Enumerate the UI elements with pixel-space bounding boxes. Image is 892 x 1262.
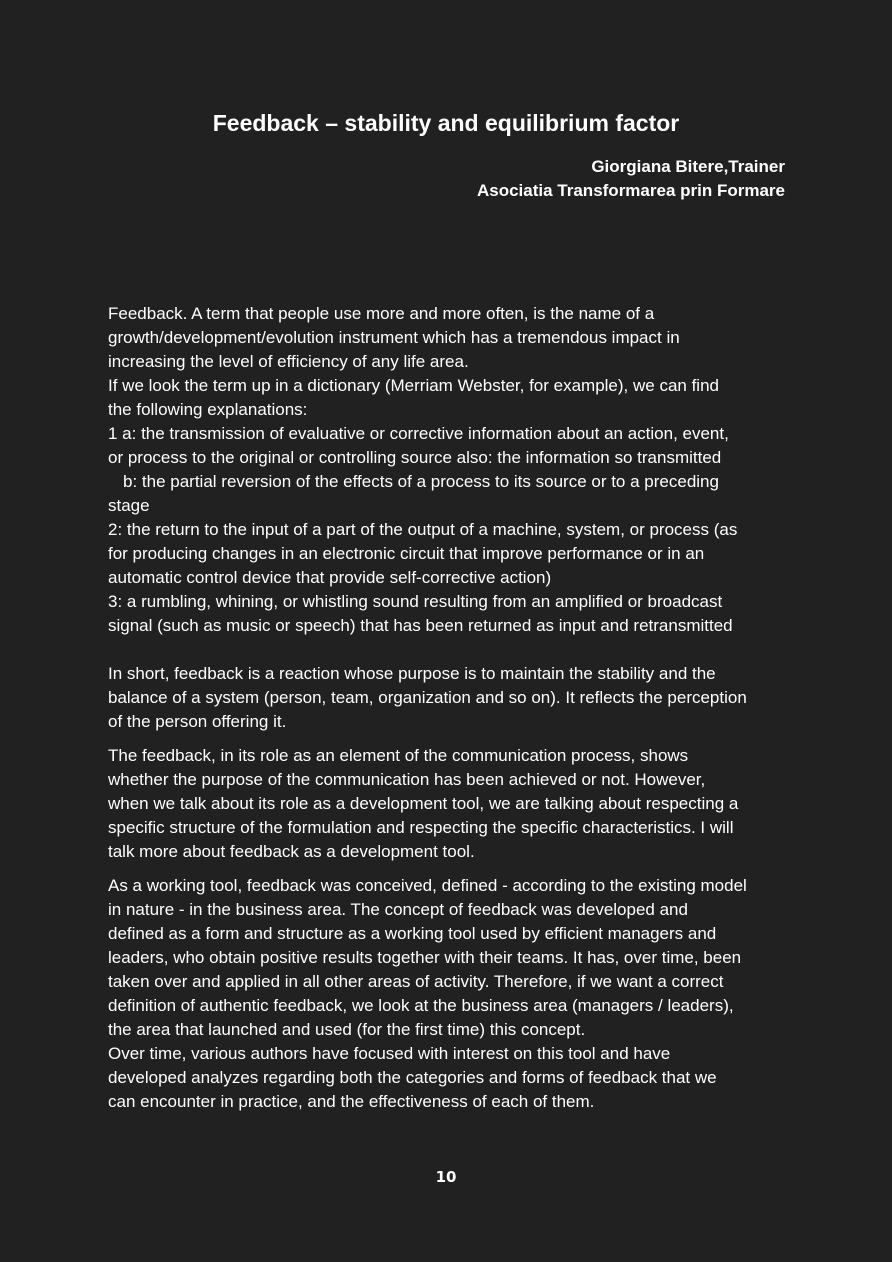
text-line: specific structure of the formulation and respecting the specific characteristics. I will bbox=[108, 818, 734, 837]
text-line: talk more about feedback as a development tool. bbox=[108, 842, 475, 861]
text-line: when we talk about its role as a development tool, we are talking about respecting a bbox=[108, 794, 739, 813]
text-line: In short, feedback is a reaction whose purpose is to maintain the stability and the bbox=[108, 664, 716, 683]
text-line: can encounter in practice, and the effectiveness of each of them. bbox=[108, 1092, 595, 1111]
text-line: developed analyzes regarding both the categories and forms of feedback that we bbox=[108, 1068, 717, 1087]
definition-line: b: the partial reversion of the effects of a process to its source or to a preceding bbox=[123, 472, 719, 491]
text-line: As a working tool, feedback was conceived, defined - according to the existing model bbox=[108, 876, 747, 895]
article-body bbox=[108, 302, 798, 1114]
text-line: The feedback, in its role as an element of the communication process, shows bbox=[108, 746, 689, 765]
text-line: leaders, who obtain positive results together with their teams. It has, over time, been bbox=[108, 948, 742, 967]
text-line: Feedback. A term that people use more and more often, is the name of a bbox=[108, 304, 655, 323]
text-line: Over time, various authors have focused with interest on this tool and have bbox=[108, 1044, 671, 1063]
working-tool-paragraph bbox=[108, 874, 798, 1114]
text-line: whether the purpose of the communication has been achieved or not. However, bbox=[108, 770, 706, 789]
author-block bbox=[477, 155, 785, 203]
text-line: taken over and applied in all other areas of activity. Therefore, if we want a correct bbox=[108, 972, 724, 991]
summary-paragraph bbox=[108, 662, 798, 734]
definitions-list bbox=[108, 422, 798, 638]
definition-line: automatic control device that provide self-corrective action) bbox=[108, 568, 552, 587]
definition-line: for producing changes in an electronic circuit that improve performance or in an bbox=[108, 544, 705, 563]
definition-line: stage bbox=[108, 496, 150, 515]
text-line: defined as a form and structure as a working tool used by efficient managers and bbox=[108, 924, 717, 943]
text-line: definition of authentic feedback, we look at the business area (managers / leaders), bbox=[108, 996, 734, 1015]
definition-line: 3: a rumbling, whining, or whistling sound resulting from an amplified or broadcast bbox=[108, 592, 723, 611]
page-title: Feedback – stability and equilibrium factor bbox=[212, 110, 680, 136]
intro-paragraph bbox=[108, 302, 798, 422]
text-line: growth/development/evolution instrument which has a tremendous impact in bbox=[108, 328, 680, 347]
text-line: of the person offering it. bbox=[108, 712, 287, 731]
text-line: the area that launched and used (for the first time) this concept. bbox=[108, 1020, 586, 1039]
author-name: Giorgiana Bitere,Trainer bbox=[591, 157, 785, 176]
text-line: If we look the term up in a dictionary (Merriam Webster, for example), we can find bbox=[108, 376, 719, 395]
communication-role-paragraph bbox=[108, 744, 798, 864]
author-organization: Asociatia Transformarea prin Formare bbox=[476, 181, 785, 200]
definition-line: signal (such as music or speech) that has been returned as input and retransmitted bbox=[108, 616, 733, 635]
text-line: balance of a system (person, team, organization and so on). It reflects the perception bbox=[108, 688, 747, 707]
definition-line: or process to the original or controlling source also: the information so transmitted bbox=[108, 448, 722, 467]
page-number: 10 bbox=[435, 1168, 457, 1186]
definition-line: 1 a: the transmission of evaluative or corrective information about an action, event, bbox=[108, 424, 729, 443]
text-line: the following explanations: bbox=[108, 400, 308, 419]
text-line: in nature - in the business area. The concept of feedback was developed and bbox=[108, 900, 688, 919]
definition-line: 2: the return to the input of a part of the output of a machine, system, or process (as bbox=[108, 520, 738, 539]
text-line: increasing the level of efficiency of any life area. bbox=[108, 352, 469, 371]
